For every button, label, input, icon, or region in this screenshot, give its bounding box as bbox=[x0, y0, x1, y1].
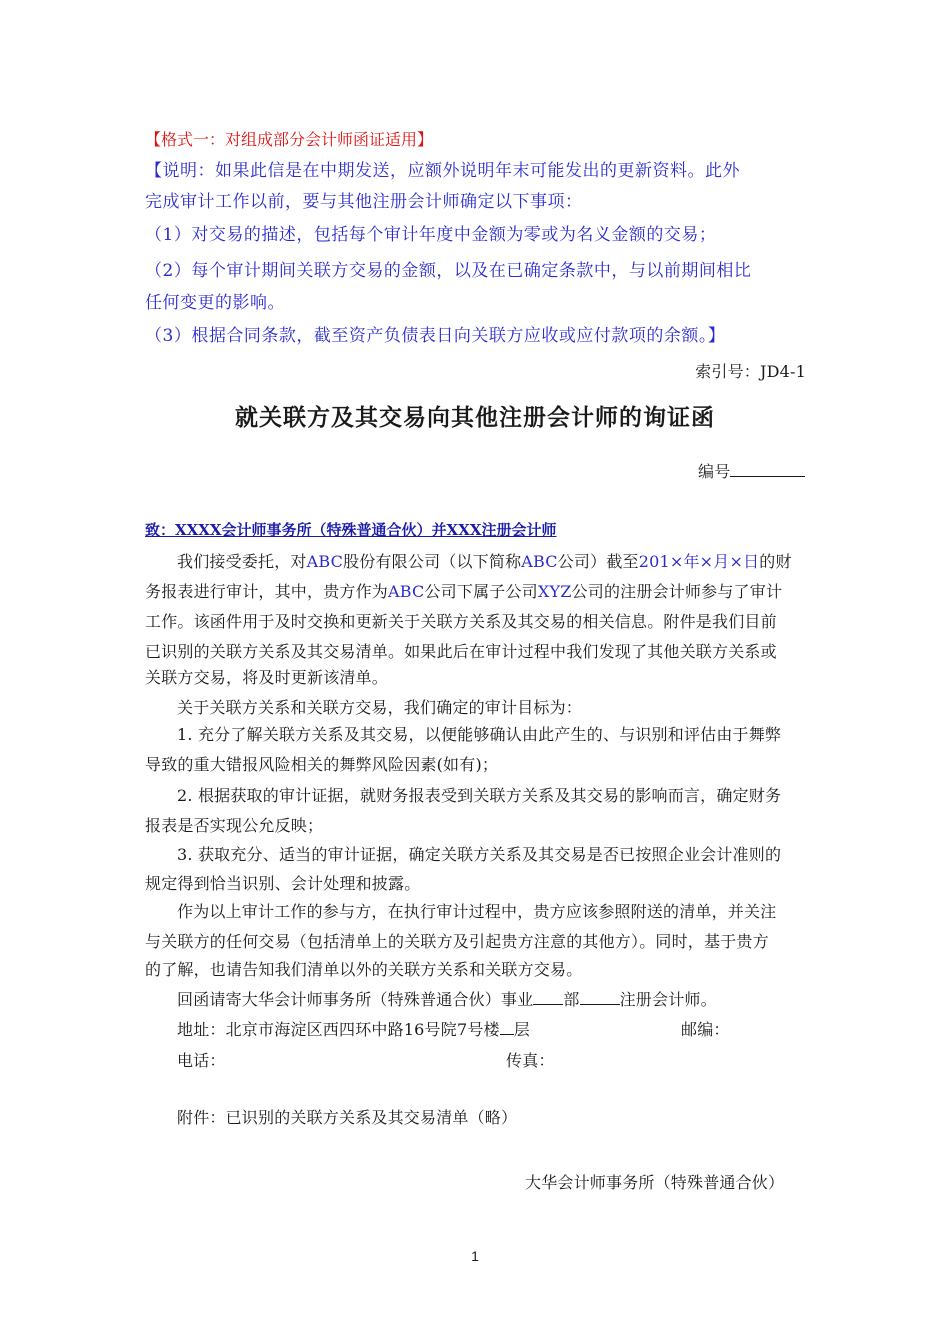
format-header: 【格式一：对组成部分会计师函证适用】 bbox=[145, 130, 434, 149]
company-xyz: XYZ bbox=[537, 582, 572, 601]
text: 层 bbox=[513, 1020, 530, 1039]
serial-blank bbox=[730, 460, 805, 477]
note-line: 【说明：如果此信是在中期发送，应额外说明年末可能发出的更新资料。此外 bbox=[145, 161, 740, 181]
dept-blank bbox=[533, 988, 563, 1005]
attachment: 附件：已识别的关联方关系及其交易清单（略） bbox=[177, 1108, 518, 1127]
para1-line: 关联方交易，将及时更新该清单。 bbox=[145, 668, 389, 687]
objective-item: 3. 获取充分、适当的审计证据，确定关联方关系及其交易是否已按照企业会计准则的 bbox=[177, 845, 782, 864]
reply-instruction bbox=[177, 987, 717, 1010]
company-abc: ABC bbox=[306, 552, 344, 571]
para1-line: 工作。该函件用于及时交换和更新关于关联方关系及其交易的相关信息。附件是我们目前 bbox=[145, 612, 777, 631]
note-line: （1）对交易的描述，包括每个审计年度中金额为零或为名义金额的交易； bbox=[145, 225, 717, 245]
page-title: 就关联方及其交易向其他注册会计师的询证函 bbox=[235, 404, 715, 431]
text: 公司）截至 bbox=[557, 552, 639, 571]
para2: 关于关联方关系和关联方交易，我们确定的审计目标为： bbox=[177, 698, 583, 717]
para3-line: 的了解，也请告知我们清单以外的关联方关系和关联方交易。 bbox=[145, 960, 583, 979]
floor-blank bbox=[500, 1018, 514, 1035]
para1-line bbox=[145, 579, 782, 602]
serial-number bbox=[698, 459, 805, 482]
address-label: 地址：北京市海淀区西四环中路16号院7号楼 bbox=[177, 1020, 500, 1039]
note-line: （3）根据合同条款，截至资产负债表日向关联方应收或应付款项的余额。】 bbox=[145, 326, 726, 346]
objective-item: 1. 充分了解关联方关系及其交易，以便能够确认由此产生的、与识别和评估由于舞弊 bbox=[177, 725, 782, 744]
objective-item: 报表是否实现公允反映； bbox=[145, 816, 324, 835]
note-line: （2）每个审计期间关联方交易的金额，以及在已确定条款中，与以前期间相比 bbox=[145, 261, 752, 281]
text: 的财 bbox=[759, 552, 792, 571]
text: 回函请寄大华会计师事务所（特殊普通合伙）事业 bbox=[177, 990, 534, 1009]
page-number: 1 bbox=[471, 1248, 479, 1264]
text: 务报表进行审计，其中，贵方作为 bbox=[145, 582, 389, 601]
text: 部 bbox=[563, 990, 580, 1009]
address-line bbox=[177, 1017, 530, 1040]
index-number: 索引号：JD4-1 bbox=[695, 362, 806, 381]
serial-label: 编号 bbox=[698, 462, 731, 481]
note-line: 任何变更的影响。 bbox=[145, 293, 285, 313]
objective-item: 规定得到恰当识别、会计处理和披露。 bbox=[145, 874, 421, 893]
objective-item: 2. 根据获取的审计证据，就财务报表受到关联方关系及其交易的影响而言，确定财务 bbox=[177, 786, 782, 805]
cpa-blank bbox=[580, 988, 620, 1005]
para3-line: 与关联方的任何交易（包括清单上的关联方及引起贵方注意的其他方）。同时，基于贵方 bbox=[145, 932, 769, 951]
text: 公司的注册会计师参与了审计 bbox=[571, 582, 783, 601]
text: 我们接受委托，对 bbox=[177, 552, 307, 571]
fax-label: 传真： bbox=[506, 1051, 555, 1070]
para1-line: 已识别的关联方关系及其交易清单。如果此后在审计过程中我们发现了其他关联方关系或 bbox=[145, 642, 777, 661]
company-abc: ABC bbox=[388, 582, 425, 601]
text: 公司下属子公司 bbox=[424, 582, 538, 601]
company-abc: ABC bbox=[521, 552, 558, 571]
postcode-label: 邮编： bbox=[681, 1020, 730, 1039]
audit-date: 201×年×月×日 bbox=[638, 552, 760, 571]
text: 股份有限公司（以下简称 bbox=[343, 552, 522, 571]
text: 注册会计师。 bbox=[619, 990, 717, 1009]
objective-item: 导致的重大错报风险相关的舞弊风险因素(如有)； bbox=[145, 755, 499, 774]
para3-line: 作为以上审计工作的参与方，在执行审计过程中，贵方应该参照附送的清单，并关注 bbox=[177, 902, 777, 921]
addressee: 致：XXXX会计师事务所（特殊普通合伙）并XXX注册会计师 bbox=[145, 521, 557, 539]
note-line: 完成审计工作以前，要与其他注册会计师确定以下事项： bbox=[145, 192, 583, 212]
signature: 大华会计师事务所（特殊普通合伙） bbox=[525, 1173, 785, 1192]
para1-line bbox=[177, 549, 792, 572]
phone-label: 电话： bbox=[177, 1051, 226, 1070]
